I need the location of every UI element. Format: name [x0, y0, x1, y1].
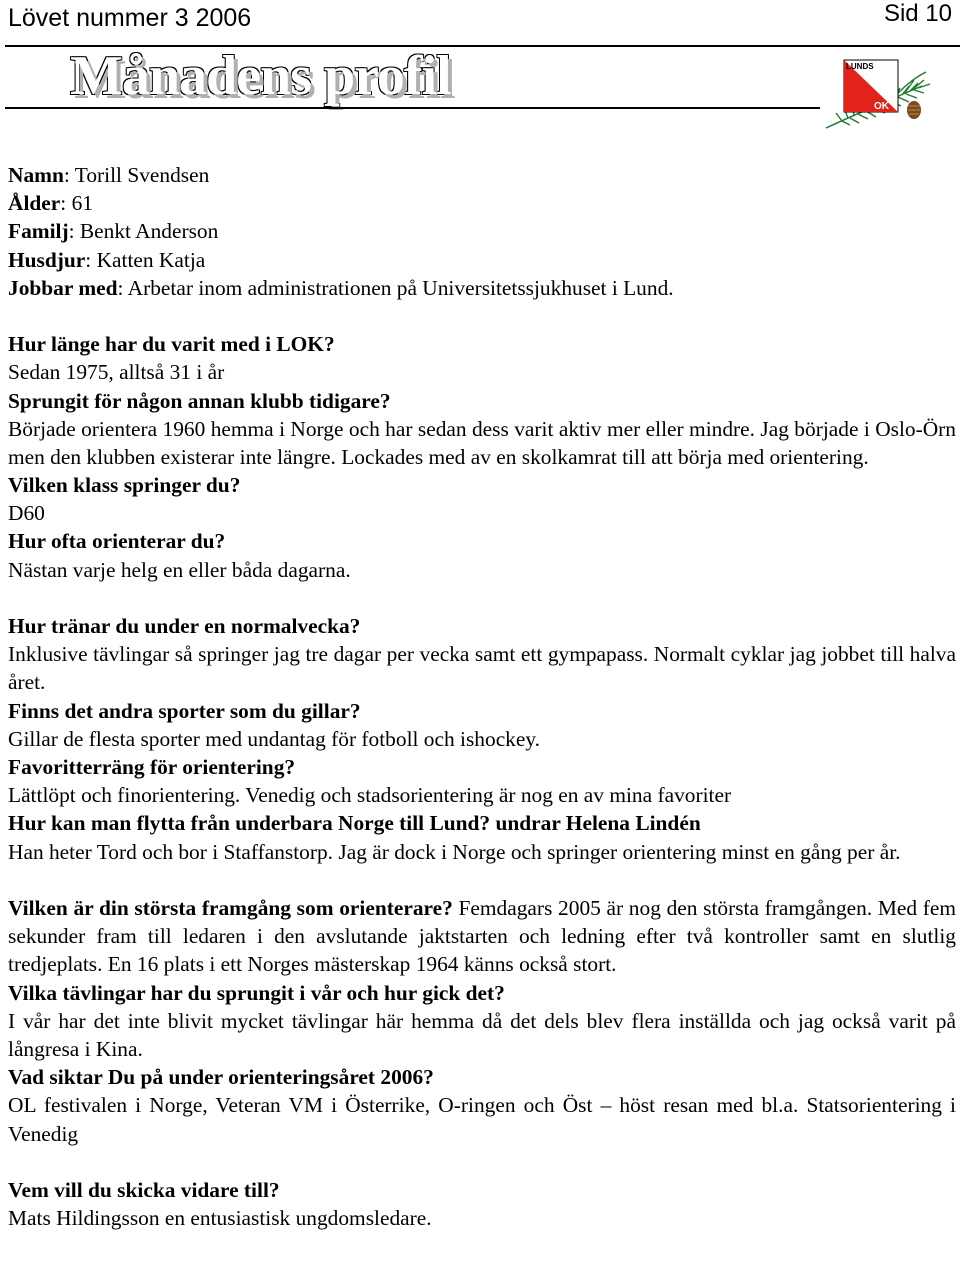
question: Sprungit för någon annan klubb tidigare?: [8, 388, 391, 413]
question: Finns det andra sporter som du gillar?: [8, 698, 361, 723]
fact-value: : Benkt Anderson: [68, 219, 219, 244]
qa-block: [8, 894, 956, 979]
fact-value: : Torill Svendsen: [63, 163, 210, 187]
fact-label: Namn: [8, 163, 64, 187]
answer: I vår har det inte blivit mycket tävlingar här hemma då det dels blev flera inställda och jag också varit på långresa i Kina.: [8, 1008, 956, 1061]
question: Favoritterräng för orientering?: [8, 755, 296, 779]
answer: Han heter Tord och bor i Staffanstorp. Jag är dock i Norge och springer orientering minst en gång per år.: [8, 839, 901, 864]
fact-label: Husdjur: [8, 247, 86, 272]
answer: Femdagars 2005 är nog den största framgången. Med fem sekunder fram till ledaren i den avslutande jaktstarten och ledning efter två kontroller samt en slutlig tredjeplats. En 16 plats i ett Norges mästerskap 1964 känns också stort.: [8, 895, 957, 977]
answer: Gillar de flesta sporter med undantag för fotboll och ishockey.: [8, 726, 541, 751]
question: Vilken klass springer du?: [8, 473, 241, 498]
answer: OL festivalen i Norge, Veteran VM i Österrike, O-ringen och Öst – höst resan med bl.a. Statsorientering i Venedig: [8, 1093, 956, 1146]
answer: D60: [8, 501, 45, 526]
lunds-ok-logo: [822, 58, 932, 132]
fact-label: Familj: [8, 219, 69, 244]
answer: Började orientera 1960 hemma i Norge och har sedan dess varit aktiv mer eller mindre. Jag började i Oslo-Örn men den klubben existerar inte längre. Lockades med av en skolkamrat till att börja med orientering.: [8, 416, 956, 469]
page-title: Månadens profil: [70, 45, 451, 107]
question: Vilka tävlingar har du sprungit i vår och hur gick det?: [8, 980, 505, 1005]
answer: Mats Hildingsson en entusiastisk ungdomsledare.: [8, 1206, 432, 1231]
newsletter-issue: Lövet nummer 3 2006: [8, 4, 252, 32]
fact-value: : 61: [60, 191, 93, 216]
fact-value: : Arbetar inom administrationen på Universitetssjukhuset i Lund.: [117, 275, 674, 300]
profile-content: [8, 161, 956, 1232]
answer: Sedan 1975, alltså 31 i år: [8, 360, 225, 385]
question: Vilken är din största framgång som orienterare?: [8, 895, 453, 920]
question: Vem vill du skicka vidare till?: [8, 1177, 280, 1202]
fact-row: [8, 161, 956, 189]
question: Hur ofta orienterar du?: [8, 529, 226, 554]
logo-top-text: LUNDS: [846, 62, 874, 71]
page-number: Sid 10: [883, 0, 952, 27]
answer: Inklusive tävlingar så springer jag tre dagar per vecka samt ett gympapass. Normalt cyklar jag jobbet till halva året.: [8, 642, 956, 695]
question: Hur tränar du under en normalvecka?: [8, 614, 361, 639]
title-underline: [5, 107, 820, 109]
answer: Nästan varje helg en eller båda dagarna.: [8, 557, 351, 582]
fact-row: [8, 217, 956, 245]
fact-row: [8, 246, 956, 274]
fact-label: Jobbar med: [8, 275, 118, 300]
fact-value: : Katten Katja: [85, 247, 206, 272]
answer: Lättlöpt och finorientering. Venedig och stadsorientering är nog en av mina favoriter: [8, 783, 732, 808]
question: Hur kan man flytta från underbara Norge till Lund? undrar Helena Lindén: [8, 811, 701, 836]
question: Hur länge har du varit med i LOK?: [8, 332, 335, 357]
fact-row: [8, 189, 956, 217]
fact-row: [8, 274, 956, 302]
question: Vad siktar Du på under orienteringsåret 2006?: [8, 1065, 434, 1090]
fact-label: Ålder: [8, 191, 61, 216]
logo-bottom-text: OK: [874, 101, 889, 112]
